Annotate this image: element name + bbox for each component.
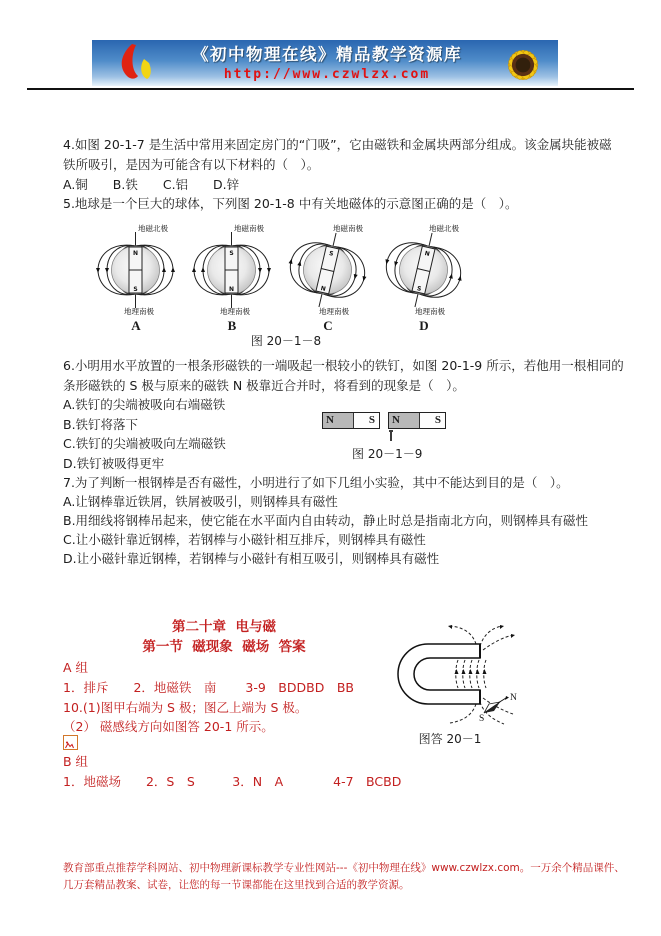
svg-text:S: S — [133, 286, 138, 293]
answers-chapter-title: 第二十章 电与磁 — [172, 619, 276, 635]
earth-diagram-d — [376, 222, 472, 334]
compass-south-label: S — [479, 714, 485, 724]
earth-diagram-c — [280, 222, 376, 334]
compass-needle — [479, 693, 517, 724]
question-6-option-d: D.铁钉被吸得更牢 — [63, 456, 165, 471]
footer-line1: 教育部重点推荐学科网站、初中物理新课标教学专业性网站---《初中物理在线》www.czwlzx.com。一万余个精品课件、 — [63, 862, 625, 874]
diagram-letter: C — [323, 318, 333, 333]
pole-label-bottom: 地理南极 — [220, 307, 250, 316]
question-6-option-a: A.铁钉的尖端被吸向右端磁铁 — [63, 397, 226, 412]
question-7-option-a: A.让钢棒靠近铁屑，铁屑被吸引，则钢棒具有磁性 — [63, 494, 338, 509]
question-7-option-d: D.让小磁针靠近钢棒，若钢棒与小磁针有相互吸引，则钢棒具有磁性 — [63, 551, 440, 566]
banner-title: 《初中物理在线》精品教学资源库 — [192, 45, 462, 64]
earth-diagram-b — [184, 222, 280, 334]
diagram-letter: B — [227, 318, 237, 333]
pole-label-bottom: 地理南极 — [124, 307, 154, 316]
figure-answer-20-1-caption: 图答 20－1 — [418, 732, 482, 746]
earth-globe-b — [192, 232, 271, 308]
answers-group-b-label: B 组 — [63, 754, 89, 769]
answers-a-line2: 10.(1)图甲右端为 S 极；图乙上端为 S 极。 — [63, 700, 308, 715]
answers-section-title: 第一节 磁现象 磁场 答案 — [142, 639, 306, 655]
broken-image-icon — [63, 735, 78, 750]
pole-label-top: 地磁南极 — [333, 224, 363, 233]
figure-20-1-8-caption: 图 20－1－8 — [250, 334, 322, 348]
answers-a-line1: 1．排斥 2．地磁铁 南 3-9 BDDBD BB — [63, 680, 354, 695]
question-7-line1: 7.为了判断一根钢棒是否有磁性，小明进行了如下几组小实验，其中不能达到目的是（ ）。 — [63, 475, 569, 490]
magnet-1-south-pole: S — [368, 414, 375, 426]
svg-text:S: S — [328, 250, 335, 258]
magnet-1-north-pole: N — [323, 413, 354, 428]
bar-magnet-2 — [388, 412, 446, 429]
answers-b-line1: 1．地磁场 2．S S 3．N A 4-7 BCBD — [63, 774, 402, 789]
footer-line2: 几万套精品教案、试卷，让您的每一节课都能在这里找到合适的教学资源。 — [63, 879, 410, 891]
svg-text:N: N — [228, 286, 235, 293]
answers-group-a-label: A 组 — [63, 660, 89, 675]
bar-magnet-1 — [322, 412, 380, 429]
magnet-2-north-pole: N — [389, 413, 420, 428]
question-4-line1: 4.如图 20-1-7 是生活中常用来固定房门的“门吸”，它由磁铁和金属块两部分组成。该金属块能被磁 — [63, 137, 612, 152]
question-5-line1: 5.地球是一个巨大的球体，下列图 20-1-8 中有关地磁体的示意图正确的是（ ）。 — [63, 196, 518, 211]
svg-text:S: S — [229, 250, 234, 257]
question-6-option-c: C.铁钉的尖端被吸向左端磁铁 — [63, 436, 226, 451]
pole-label-top: 地磁南极 — [234, 224, 264, 233]
diagram-letter: A — [131, 318, 141, 333]
site-banner — [92, 40, 558, 86]
iron-nail — [390, 430, 392, 441]
figure-answer-20-1-horseshoe-magnet — [380, 624, 520, 728]
question-6-line1: 6.小明用水平放置的一根条形磁铁的一端吸起一根较小的铁钉，如图 20-1-9 所示，若他用一根相同的 — [63, 358, 624, 373]
question-6-option-b: B.铁钉将落下 — [63, 417, 139, 432]
sunflower-image — [492, 40, 554, 86]
svg-text:N: N — [423, 249, 431, 258]
svg-text:N: N — [132, 250, 139, 257]
question-4-line2: 铁所吸引，是因为可能含有以下材料的（ ）。 — [63, 157, 320, 172]
earth-globe-d — [376, 224, 470, 316]
pole-label-top: 地磁北极 — [138, 224, 168, 233]
answers-a-line3: （2） 磁感线方向如图答 20-1 所示。 — [63, 719, 274, 734]
header-divider-line — [27, 88, 634, 90]
svg-text:N: N — [319, 285, 327, 293]
diagram-letter: D — [419, 318, 429, 333]
earth-globe-a — [96, 232, 175, 308]
pole-label-top: 地磁北极 — [429, 224, 459, 233]
question-6-line2: 条形磁铁的 S 极与原来的磁铁 N 极靠近合并时，将看到的现象是（ ）。 — [63, 378, 465, 393]
figure-20-1-9-caption: 图 20－1－9 — [352, 447, 423, 461]
earth-diagram-a — [88, 222, 184, 334]
banner-url-link[interactable]: http://www.czwlzx.com — [223, 67, 431, 82]
figure-20-1-8 — [88, 222, 472, 334]
pole-label-bottom: 地理南极 — [319, 307, 349, 316]
question-7-option-c: C.让小磁针靠近钢棒，若钢棒与小磁针相互排斥，则钢棒具有磁性 — [63, 532, 426, 547]
earth-globe-c — [280, 224, 374, 316]
question-4-options: A.铜 B.铁 C.铝 D.锌 — [63, 177, 240, 192]
magnet-2-south-pole: S — [434, 414, 441, 426]
question-7-option-b: B.用细线将钢棒吊起来，使它能在水平面内自由转动，静止时总是指南北方向，则钢棒具有磁性 — [63, 513, 589, 528]
site-logo-icon — [116, 43, 164, 83]
compass-north-label: N — [510, 693, 517, 703]
pole-label-bottom: 地理南极 — [415, 307, 445, 316]
svg-text:S: S — [416, 285, 423, 293]
